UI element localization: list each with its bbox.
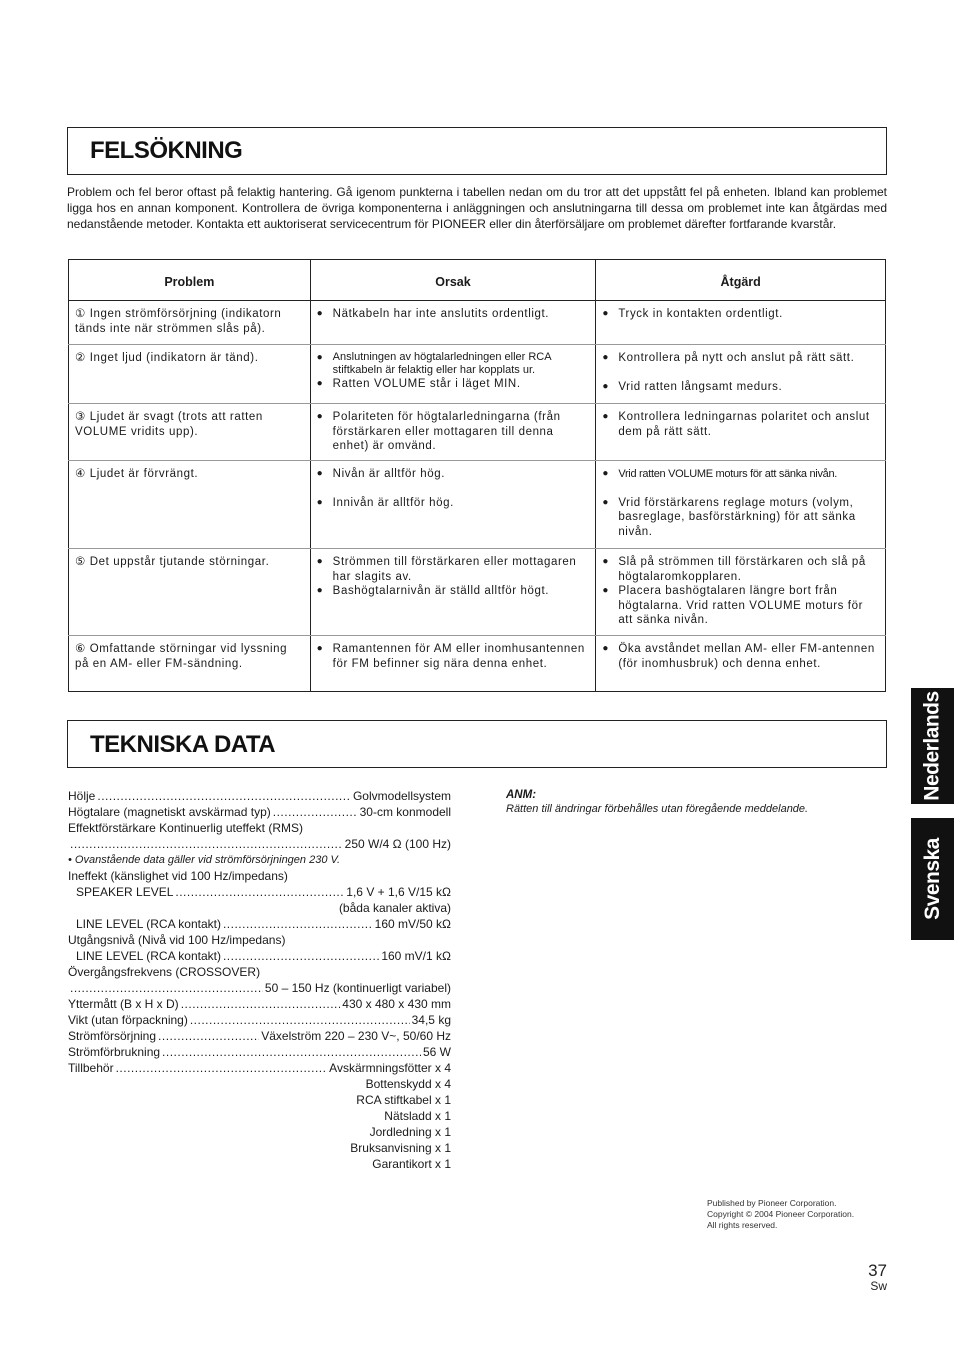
spec-tillbehor: Tillbehör ..... Avskärmningsfötter x 4 bbox=[68, 1060, 451, 1076]
cause-cell: ● Polariteten för högtalarledningarna (från förstärkaren eller mottagaren till denna enhet) är omvänd. bbox=[310, 404, 596, 461]
bullet-icon: ● bbox=[316, 643, 324, 654]
spec-yttermatt: Yttermått (B x H x D) ..... 430 x 480 x 430 mm bbox=[68, 996, 451, 1012]
spec-list bbox=[68, 788, 451, 1172]
felsokning-header-box bbox=[67, 127, 887, 175]
header-problem: Problem bbox=[69, 260, 311, 301]
anm-title: ANM: bbox=[506, 789, 537, 801]
bullet-icon: ● bbox=[602, 468, 609, 479]
bullet-icon: ● bbox=[602, 352, 609, 363]
bullet-icon: ● bbox=[316, 308, 324, 319]
header-atgard: Åtgärd bbox=[596, 260, 886, 301]
spec-effekt: ..... 250 W/4 Ω (100 Hz) bbox=[68, 836, 451, 852]
accessory-item: Garantikort x 1 bbox=[372, 1157, 451, 1171]
spec-line-out: LINE LEVEL (RCA kontakt) ..... 160 mV/1 kΩ bbox=[68, 948, 451, 964]
tekniska-header-box bbox=[67, 720, 887, 768]
spec-line-in: LINE LEVEL (RCA kontakt) ..... 160 mV/50 kΩ bbox=[68, 916, 451, 932]
action-cell: ● Kontrollera ledningarnas polaritet och anslut dem på rätt sätt. bbox=[596, 404, 886, 461]
spec-vikt: Vikt (utan förpackning) ..... 34,5 kg bbox=[68, 1012, 451, 1028]
language-tab-svenska: Svenska bbox=[911, 818, 954, 940]
table-row bbox=[69, 345, 886, 404]
cause-cell: ● Anslutningen av högtalarledningen eller RCA stiftkabeln är felaktig eller har kopplats ur. ● Ratten VOLUME står i läget MIN. bbox=[310, 345, 596, 404]
accessory-item: Nätsladd x 1 bbox=[384, 1109, 451, 1123]
accessory-item: Jordledning x 1 bbox=[369, 1125, 451, 1139]
bullet-icon: ● bbox=[602, 585, 609, 596]
action-cell: ● Kontrollera på nytt och anslut på rätt sätt. ● Vrid ratten långsamt medurs. bbox=[596, 345, 886, 404]
page-number: 37 Sw bbox=[868, 1261, 887, 1293]
action-cell: ● Slå på strömmen till förstärkaren och slå på högtalaromkopplaren. ● Placera bashögtalaren längre bort från högtalarna. Vrid ratten VOLUME moturs för att sänka nivån. bbox=[596, 549, 886, 636]
table-row bbox=[69, 636, 886, 692]
spec-effekt-label: Effektförstärkare Kontinuerlig uteffekt (RMS) bbox=[68, 821, 303, 835]
spec-ineffekt-label: Ineffekt (känslighet vid 100 Hz/impedans) bbox=[68, 869, 288, 883]
spec-stromforbrukning: Strömförbrukning ..... 56 W bbox=[68, 1044, 451, 1060]
bullet-icon: ● bbox=[316, 556, 324, 567]
spec-holje: Hölje ..... Golvmodellsystem bbox=[68, 788, 451, 804]
anm-note bbox=[506, 789, 886, 815]
spec-stromforsorjning: Strömförsörjning ..... Växelström 220 – 230 V~, 50/60 Hz bbox=[68, 1028, 451, 1044]
spec-note-230: • Ovanstående data gäller vid strömförsörjningen 230 V. bbox=[68, 854, 341, 866]
problem-cell: ⑥ Omfattande störningar vid lyssning på en AM- eller FM-sändning. bbox=[69, 636, 311, 692]
bullet-icon: ● bbox=[602, 411, 609, 422]
action-cell: ● Öka avståndet mellan AM- eller FM-antennen (för inomhusbruk) och denna enhet. bbox=[596, 636, 886, 692]
table-row bbox=[69, 301, 886, 345]
table-header-row bbox=[69, 260, 886, 301]
bullet-icon: ● bbox=[602, 643, 609, 654]
problem-cell: ③ Ljudet är svagt (trots att ratten VOLUME vridits upp). bbox=[69, 404, 311, 461]
anm-text: Rätten till ändringar förbehålles utan föregående meddelande. bbox=[506, 803, 809, 815]
spec-hogtalare: Högtalare (magnetiskt avskärmad typ) ..... 30-cm konmodell bbox=[68, 804, 451, 820]
felsokning-intro: Problem och fel beror oftast på felaktig hantering. Gå igenom punkterna i tabellen nedan om du tror att det uppstått fel på enheten. Ibland kan problemet ligga hos en annan komponent. Kontrollera de övriga komponenterna i anläggningen och anslutningarna till dessa om problemet inte kan åtgärdas med nedanstående metoder. Kontakta ett auktoriserat servicecentrum för PIONEER eller din återförsäljare om problemet därefter fortfarande kvarstår. bbox=[67, 185, 887, 231]
spec-crossover-label: Övergångsfrekvens (CROSSOVER) bbox=[68, 965, 261, 979]
language-tab-nederlands: Nederlands bbox=[911, 688, 954, 804]
spec-speaker-note: (båda kanaler aktiva) bbox=[338, 901, 451, 915]
accessory-item: Bruksanvisning x 1 bbox=[350, 1141, 451, 1155]
problem-cell: ⑤ Det uppstår tjutande störningar. bbox=[69, 549, 311, 636]
table-row bbox=[69, 549, 886, 636]
bullet-icon: ● bbox=[316, 468, 324, 479]
spec-utgang-label: Utgångsnivå (Nivå vid 100 Hz/impedans) bbox=[68, 933, 286, 947]
problem-cell: ② Inget ljud (indikatorn är tänd). bbox=[69, 345, 311, 404]
cause-cell: ● Ramantennen för AM eller inomhusantennen för FM befinner sig nära denna enhet. bbox=[310, 636, 596, 692]
spec-speaker-level: SPEAKER LEVEL ..... 1,6 V + 1,6 V/15 kΩ bbox=[68, 884, 451, 900]
bullet-icon: ● bbox=[316, 352, 324, 363]
problem-cell: ④ Ljudet är förvrängt. bbox=[69, 461, 311, 549]
bullet-icon: ● bbox=[602, 380, 609, 392]
bullet-icon: ● bbox=[602, 556, 609, 567]
problem-cell: ① Ingen strömförsörjning (indikatorn tänds inte när strömmen slås på). bbox=[69, 301, 311, 345]
header-orsak: Orsak bbox=[310, 260, 596, 301]
table-row bbox=[69, 404, 886, 461]
bullet-icon: ● bbox=[602, 308, 609, 319]
bullet-icon: ● bbox=[316, 411, 324, 422]
bullet-icon: ● bbox=[316, 585, 324, 596]
accessory-item: RCA stiftkabel x 1 bbox=[356, 1093, 451, 1107]
cause-cell: ● Strömmen till förstärkaren eller mottagaren har slagits av. ● Bashögtalarnivån är ställd alltför högt. bbox=[310, 549, 596, 636]
tekniska-title: TEKNISKA DATA bbox=[90, 731, 276, 758]
spec-crossover: ..... 50 – 150 Hz (kontinuerligt variabel) bbox=[68, 980, 451, 996]
bullet-icon: ● bbox=[602, 496, 609, 508]
cause-cell: ● Nätkabeln har inte anslutits ordentligt. bbox=[310, 301, 596, 345]
bullet-icon: ● bbox=[316, 378, 324, 389]
cause-cell: ● Nivån är alltför hög. ● Innivån är alltför hög. bbox=[310, 461, 596, 549]
bullet-icon: ● bbox=[316, 496, 324, 508]
accessory-item: Bottenskydd x 4 bbox=[365, 1077, 451, 1091]
table-row bbox=[69, 461, 886, 549]
action-cell: ● Tryck in kontakten ordentligt. bbox=[596, 301, 886, 345]
troubleshooting-table bbox=[68, 259, 886, 692]
language-code: Sw bbox=[870, 1279, 887, 1293]
publisher-info: Published by Pioneer Corporation. Copyright © 2004 Pioneer Corporation. All rights reserved. bbox=[707, 1198, 855, 1230]
felsokning-title: FELSÖKNING bbox=[90, 137, 243, 164]
action-cell: ● Vrid ratten VOLUME moturs för att sänka nivån. ● Vrid förstärkarens reglage moturs (volym, basreglage, basförstärkning) för att sänka nivån. bbox=[596, 461, 886, 549]
